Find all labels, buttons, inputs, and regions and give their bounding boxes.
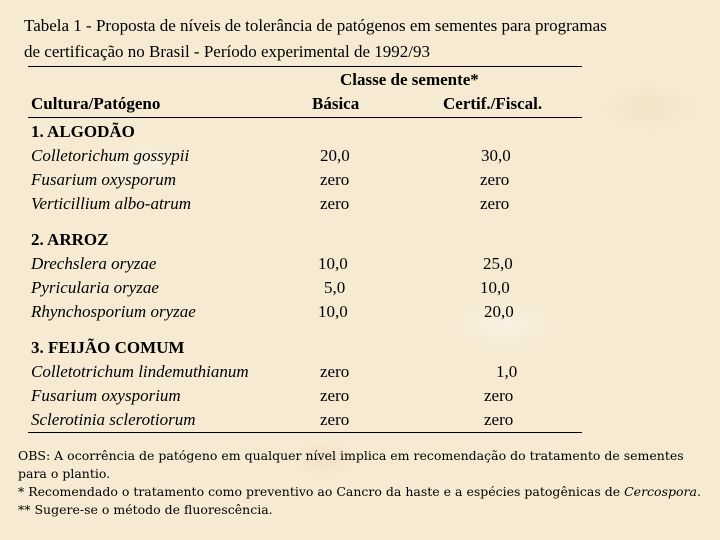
certif-value: 1,0 xyxy=(496,362,518,381)
table-title-line-2: de certificação no Brasil - Período experimental de 1992/93 xyxy=(24,42,430,61)
group-title-feijao-comum: 3. FEIJÃO COMUM xyxy=(31,338,185,357)
basica-value: zero xyxy=(320,386,350,405)
basica-value: 5,0 xyxy=(324,278,346,297)
footnote-genus-name: Cercospora xyxy=(624,484,697,499)
pathogen-name: Verticillium albo-atrum xyxy=(31,194,192,213)
pathogen-name: Fusarium oxysporum xyxy=(31,170,176,189)
pathogen-name: Sclerotinia sclerotiorum xyxy=(31,410,196,429)
basica-value: zero xyxy=(320,362,350,381)
table-title xyxy=(24,13,607,65)
culture-pathogen-header: Cultura/Patógeno xyxy=(31,94,161,113)
footnote-period: . xyxy=(696,484,701,499)
certif-fiscal-column-header: Certif./Fiscal. xyxy=(443,94,543,113)
pathogen-name: Drechslera oryzae xyxy=(31,254,157,273)
group-title-algodao: 1. ALGODÃO xyxy=(31,122,135,141)
pathogen-name: Colletotrichum lindemuthianum xyxy=(31,362,249,381)
table-title-line-1: Tabela 1 - Proposta de níveis de tolerância de patógenos em sementes para programas xyxy=(24,16,607,35)
certif-value: 20,0 xyxy=(484,302,514,321)
table-notes xyxy=(18,447,708,519)
pathogen-name: Fusarium oxysporium xyxy=(31,386,181,405)
certif-value: 25,0 xyxy=(483,254,513,273)
basica-value: zero xyxy=(320,410,350,429)
certif-value: zero xyxy=(484,410,514,429)
table-bottom-rule xyxy=(28,432,582,433)
certif-value: 10,0 xyxy=(480,278,510,297)
obs-note: OBS: A ocorrência de patógeno em qualquer nível implica em recomendação do tratamento de sementes para o plantio. xyxy=(18,448,684,481)
basica-value: zero xyxy=(320,194,350,213)
footnote-double-asterisk: ** Sugere-se o método de fluorescência. xyxy=(18,502,273,517)
group-title-arroz: 2. ARROZ xyxy=(31,230,109,249)
pathogen-name: Rhynchosporium oryzae xyxy=(31,302,196,321)
pathogen-name: Colletorichum gossypii xyxy=(31,146,190,165)
certif-value: zero xyxy=(484,386,514,405)
basica-value: 10,0 xyxy=(318,254,348,273)
basica-value: 10,0 xyxy=(318,302,348,321)
certif-value: 30,0 xyxy=(481,146,511,165)
certif-value: zero xyxy=(480,194,510,213)
certif-value: zero xyxy=(480,170,510,189)
header-bottom-rule xyxy=(28,117,582,118)
footnote-text: * Recomendado o tratamento como preventivo ao Cancro da haste e a espécies patogênicas de xyxy=(18,484,625,499)
footnote-single-asterisk xyxy=(18,483,708,501)
basica-value: zero xyxy=(320,170,350,189)
seed-class-header: Classe de semente* xyxy=(340,70,479,89)
basica-value: 20,0 xyxy=(320,146,350,165)
pathogen-name: Pyricularia oryzae xyxy=(31,278,159,297)
table-top-rule xyxy=(28,66,582,67)
basica-column-header: Básica xyxy=(312,94,360,113)
